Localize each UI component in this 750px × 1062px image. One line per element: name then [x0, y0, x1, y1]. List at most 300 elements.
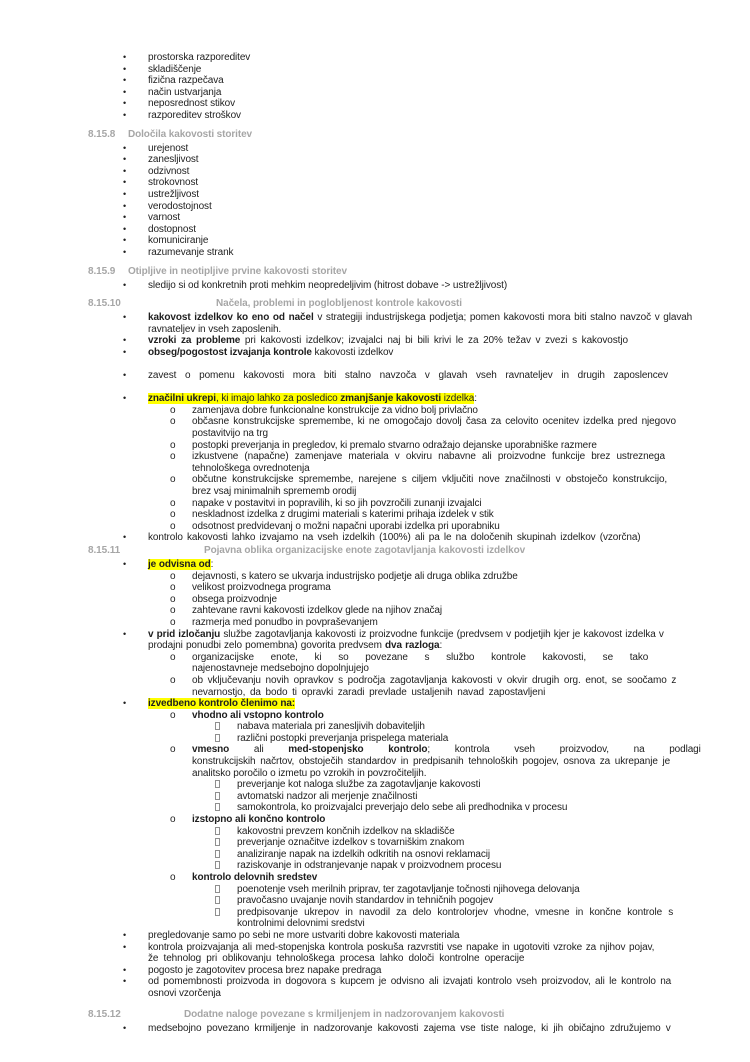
text-line — [148, 52, 750, 64]
list-item — [0, 98, 750, 110]
list-item-text — [192, 571, 750, 583]
list-item-text — [237, 721, 750, 733]
text-line — [148, 75, 750, 87]
list-item — [0, 942, 750, 965]
list-item — [0, 347, 750, 359]
list-item — [0, 166, 750, 178]
bullet-icon: • — [123, 976, 127, 987]
text-segment: : — [210, 558, 214, 570]
section-number: 8.15.9 — [88, 265, 116, 277]
bullet-icon: • — [123, 200, 127, 211]
text-segment: zamenjava dobre funkcionalne konstrukcije za vidno bolj privlačno — [192, 404, 478, 416]
blank-line — [0, 382, 750, 394]
bullet-icon: • — [123, 335, 127, 346]
text-line — [148, 224, 750, 236]
list-item-text — [148, 965, 750, 977]
list-item — [0, 814, 750, 826]
section-heading — [0, 298, 750, 310]
text-segment: kakovosti izdelkov — [311, 346, 394, 358]
text-segment: postopki preverjanja in pregledov, ki premalo stvarno odražajo dejanske uporabniške razmere — [192, 439, 597, 451]
text-segment: kontrolnimi delovnimi sredstvi — [237, 918, 365, 930]
bullet-icon: • — [123, 370, 127, 381]
text-line — [237, 918, 750, 930]
text-line — [192, 440, 750, 452]
list-item-text — [192, 814, 750, 826]
o-bullet-icon: o — [170, 439, 176, 451]
o-bullet-icon: o — [170, 497, 176, 509]
list-item — [0, 976, 750, 999]
text-line — [148, 393, 750, 405]
section-heading — [0, 545, 750, 557]
text-segment: ali — [229, 744, 289, 756]
list-item — [0, 405, 750, 417]
text-line — [192, 675, 750, 687]
text-line — [148, 201, 750, 213]
text-segment: komuniciranje — [148, 235, 209, 247]
bullet-icon: • — [123, 698, 127, 709]
list-item — [0, 154, 750, 166]
o-bullet-icon: o — [170, 605, 176, 617]
o-bullet-icon: o — [170, 744, 176, 756]
list-item — [0, 509, 750, 521]
list-item — [0, 393, 750, 405]
bullet-icon: • — [123, 346, 127, 357]
list-item-text — [148, 143, 750, 155]
list-item-text — [192, 405, 750, 417]
text-line — [148, 64, 750, 76]
text-line — [237, 907, 750, 919]
list-item — [0, 235, 750, 247]
list-item — [0, 189, 750, 201]
list-item — [0, 710, 750, 722]
list-item — [0, 312, 750, 335]
text-segment: napake v postavitvi in popravilih, ki so jih povzročili zunanji izvajalci — [192, 497, 482, 509]
section-number: 8.15.8 — [88, 128, 116, 140]
text-line — [148, 942, 750, 954]
text-segment: postavitvijo na trg — [192, 428, 268, 440]
section-number: 8.15.11 — [88, 544, 121, 556]
list-item — [0, 802, 750, 814]
text-segment: : — [474, 393, 477, 405]
text-segment: vmesno — [192, 744, 230, 756]
list-item — [0, 521, 750, 533]
text-line — [148, 212, 750, 224]
text-segment: vhodno ali vstopno kontrolo — [192, 709, 324, 721]
text-segment: prostorska razporeditev — [148, 52, 251, 63]
list-item-text — [192, 440, 750, 452]
text-segment: velikost proizvodnega programa — [192, 582, 331, 594]
text-line — [148, 312, 750, 324]
text-line — [148, 280, 750, 292]
text-line — [148, 143, 750, 155]
list-item-text — [237, 907, 750, 930]
section-title: Dodatne naloge povezane s krmiljenjem in nadzorovanjem kakovosti — [184, 1008, 505, 1020]
text-line — [192, 498, 750, 510]
text-line — [192, 663, 750, 675]
list-item-text — [237, 791, 750, 803]
text-segment: občasne konstrukcijske spremembe, ki ne omogočajo dovolj časa za celovito ocenitev izdelka pred njegovo — [192, 416, 676, 428]
bullet-icon: • — [123, 941, 127, 952]
bullet-icon: • — [123, 212, 127, 223]
section-title: Načela, problemi in poglobljenost kontrole kakovosti — [216, 298, 462, 310]
list-item — [0, 143, 750, 155]
list-item-text — [237, 779, 750, 791]
text-line — [148, 189, 750, 201]
list-item-text — [148, 280, 750, 292]
list-item-text — [148, 312, 750, 335]
text-segment: obsega proizvodnje — [192, 593, 277, 605]
bullet-icon: • — [123, 98, 127, 109]
text-line — [237, 791, 750, 803]
text-segment: kontrola proizvajanja ali med-stopenjska kontrola poskuša razvrstiti vse napake in ugotoviti vzroke za njihov pojav, — [148, 941, 655, 953]
text-segment: zanesljivost — [148, 154, 199, 166]
list-item — [0, 75, 750, 87]
text-segment: : — [439, 640, 443, 652]
section-heading — [0, 129, 750, 141]
list-item-text — [192, 509, 750, 521]
o-bullet-icon: o — [170, 474, 176, 486]
bullet-icon: • — [123, 154, 127, 165]
list-item — [0, 698, 750, 710]
list-item — [0, 675, 750, 698]
text-line — [192, 594, 750, 606]
text-line — [237, 895, 750, 907]
list-item — [0, 87, 750, 99]
list-item-text — [148, 976, 750, 999]
list-item-text — [237, 826, 750, 838]
bullet-icon: • — [123, 532, 127, 543]
text-segment: poenotenje vseh merilnih priprav, ter zagotavljanje točnosti njihovega delovanja — [237, 883, 580, 895]
list-item — [0, 930, 750, 942]
list-item-text — [148, 75, 750, 87]
text-segment: sledijo si od konkretnih proti mehkim neopredeljivim (hitrost dobave -> ustrežljivost) — [148, 279, 508, 291]
text-segment: nevarnostjo, da bodo ti opravki zaradi prevlade ustaljenih navad zapostavljeni — [192, 686, 546, 698]
text-line — [192, 605, 750, 617]
bullet-icon: • — [123, 188, 127, 199]
list-item — [0, 212, 750, 224]
list-item-text — [148, 110, 750, 122]
text-line — [148, 110, 750, 122]
text-segment: dostopnost — [148, 223, 196, 235]
text-line — [192, 687, 750, 699]
text-segment: pri kakovosti izdelkov; izvajalci naj bi bili krivi le za 20% težav v zvezi s kakovostjo — [240, 335, 628, 347]
text-segment: izstopno ali končno kontrolo — [192, 814, 326, 826]
list-item — [0, 498, 750, 510]
list-item — [0, 721, 750, 733]
list-item-text — [148, 347, 750, 359]
text-segment: različni postopki preverjanja prispelega materiala — [237, 732, 449, 744]
list-item-text — [192, 521, 750, 533]
list-item-text — [148, 98, 750, 110]
list-item-text — [192, 872, 750, 884]
list-item — [0, 884, 750, 896]
list-item — [0, 629, 750, 652]
text-segment: izdelka — [441, 393, 475, 405]
text-segment: zmanjšanje kakovosti — [340, 393, 442, 405]
text-line — [192, 416, 750, 428]
o-bullet-icon: o — [170, 570, 176, 582]
list-item — [0, 733, 750, 745]
text-line — [148, 698, 750, 710]
text-line — [237, 721, 750, 733]
text-line — [192, 428, 750, 440]
list-item-text — [192, 498, 750, 510]
text-line — [148, 98, 750, 110]
text-segment: razumevanje strank — [148, 246, 234, 258]
bullet-icon: • — [123, 558, 127, 569]
text-line — [237, 779, 750, 791]
list-item-text — [148, 52, 750, 64]
text-line — [192, 582, 750, 594]
text-line — [192, 756, 750, 768]
list-item — [0, 605, 750, 617]
bullet-icon: • — [123, 393, 127, 404]
bullet-icon: • — [123, 246, 127, 257]
list-item — [0, 594, 750, 606]
list-item-text — [148, 64, 750, 76]
text-segment: zahtevane ravni kakovosti izdelkov glede na njihov značaj — [192, 605, 443, 617]
list-item — [0, 1023, 750, 1035]
text-line — [192, 710, 750, 722]
list-item-text — [148, 559, 750, 571]
text-line — [148, 1023, 750, 1035]
list-item-text — [148, 393, 750, 405]
list-item-text — [148, 201, 750, 213]
list-item-text — [192, 451, 750, 474]
text-segment: kontrolo delovnih sredstev — [192, 872, 318, 883]
list-item-text — [237, 884, 750, 896]
list-item-text — [192, 582, 750, 594]
text-segment: preverjanje kot naloga službe za zagotavljanje kakovosti — [237, 779, 481, 791]
list-item — [0, 965, 750, 977]
list-item-text — [148, 177, 750, 189]
text-segment: preverjanje označitve izdelkov s tovarniškim znakom — [237, 837, 465, 849]
list-item — [0, 571, 750, 583]
list-item — [0, 582, 750, 594]
text-line — [192, 405, 750, 417]
list-item-text — [148, 166, 750, 178]
text-segment: raziskovanje in odstranjevanje napak v proizvodnem procesu — [237, 860, 502, 872]
bullet-icon: • — [123, 75, 127, 86]
text-segment: fizična razpečava — [148, 75, 224, 87]
text-segment: odzivnost — [148, 165, 190, 177]
list-item-text — [148, 1023, 750, 1035]
list-item — [0, 907, 750, 930]
bullet-icon: • — [123, 1022, 127, 1033]
text-segment: analitsko poročilo o izmetu po vzrokih in povzročiteljih. — [192, 767, 427, 779]
list-item — [0, 416, 750, 439]
list-item-text — [237, 837, 750, 849]
text-segment: kakovost izdelkov ko eno od načel — [148, 312, 314, 324]
text-line — [192, 509, 750, 521]
list-item-text — [148, 629, 750, 652]
bullet-icon: • — [123, 312, 127, 323]
text-segment: izvedbeno kontrolo členimo na: — [148, 698, 296, 710]
text-line — [148, 235, 750, 247]
text-line — [237, 826, 750, 838]
list-item — [0, 474, 750, 497]
list-item-text — [148, 335, 750, 347]
list-item-text — [148, 154, 750, 166]
list-item — [0, 280, 750, 292]
bullet-icon: • — [123, 628, 127, 639]
list-item — [0, 52, 750, 64]
list-item-text — [237, 895, 750, 907]
text-segment: izkustvene (napačne) zamenjave materiala v okviru nabavne ali proizvodne funkcije brez ustreznega — [192, 451, 665, 463]
list-item — [0, 895, 750, 907]
text-line — [237, 849, 750, 861]
bullet-icon: • — [123, 177, 127, 188]
list-item-text — [148, 247, 750, 259]
text-line — [148, 154, 750, 166]
text-line — [192, 814, 750, 826]
text-segment: ob vključevanju novih opravkov s področja zagotavljanja kakovosti v okvir drugih org. enot, se soočamo z — [192, 674, 677, 686]
text-line — [237, 860, 750, 872]
text-segment: kakovostni prevzem končnih izdelkov na skladišče — [237, 825, 455, 837]
box-bullet-icon — [215, 908, 220, 920]
text-segment: , ki imajo lahko za posledico — [215, 393, 341, 405]
list-item — [0, 744, 750, 779]
text-line — [192, 463, 750, 475]
list-item-text — [148, 698, 750, 710]
list-item-text — [237, 802, 750, 814]
text-segment: razporeditev stroškov — [148, 109, 241, 121]
text-segment: vzroki za probleme — [148, 335, 241, 347]
text-segment: že tehnolog pri oblikovanju tehnološkega procesa lahko določi kontrolne operacije — [148, 953, 525, 965]
bullet-icon: • — [123, 165, 127, 176]
o-bullet-icon: o — [170, 451, 176, 463]
text-segment: pravočasno uvajanje novih standardov in tehničnih pogojev — [237, 895, 494, 907]
text-line — [192, 768, 750, 780]
text-segment: pogosto je zagotovitev procesa brez napake predraga — [148, 964, 382, 976]
text-segment: način ustvarjanja — [148, 86, 222, 98]
text-segment: pregledovanje samo po sebi ne more ustvariti dobre kakovosti materiala — [148, 929, 460, 941]
text-line — [148, 559, 750, 571]
text-line — [237, 802, 750, 814]
list-item-text — [192, 617, 750, 629]
text-line — [192, 652, 750, 664]
section-title: Pojavna oblika organizacijske enote zagotavljanja kakovosti izdelkov — [204, 544, 526, 556]
text-line — [237, 733, 750, 745]
text-line — [148, 166, 750, 178]
list-item — [0, 370, 750, 382]
list-item-text — [192, 605, 750, 617]
section-number: 8.15.12 — [88, 1008, 121, 1020]
text-line — [192, 571, 750, 583]
bullet-icon: • — [123, 86, 127, 97]
o-bullet-icon: o — [170, 416, 176, 428]
text-segment: neposrednost stikov — [148, 98, 236, 110]
list-item — [0, 335, 750, 347]
o-bullet-icon: o — [170, 509, 176, 521]
list-item — [0, 872, 750, 884]
text-segment: obseg/pogostost izvajanja kontrole — [148, 346, 312, 358]
text-segment: dva razloga — [385, 640, 440, 652]
text-line — [148, 976, 750, 988]
list-item-text — [192, 710, 750, 722]
o-bullet-icon: o — [170, 616, 176, 628]
text-line — [148, 370, 750, 382]
text-segment: neskladnost izdelka z drugimi materiali s katerimi prihaja izdelek v stik — [192, 509, 494, 521]
section-title: Določila kakovosti storitev — [128, 128, 253, 140]
list-item-text — [148, 235, 750, 247]
o-bullet-icon: o — [170, 814, 176, 826]
text-segment: varnost — [148, 212, 181, 224]
text-line — [148, 629, 750, 641]
text-segment: kontrolo kakovosti lahko izvajamo na vseh izdelkih (100%) ali pa le na določenih skupinah izdelkov (vzorčna) — [148, 532, 641, 544]
text-segment: v strategiji industrijskega podjetja; pomen kakovosti mora biti stalno navzoč v glavah — [313, 312, 693, 324]
text-segment: razmerja med ponudbo in povpraševanjem — [192, 616, 378, 628]
text-segment: tehnološkega ovrednotenja — [192, 462, 310, 474]
text-line — [237, 837, 750, 849]
text-segment: odsotnost predvidevanj o možni napačni uporabi izdelka pri uporabniku — [192, 520, 500, 532]
list-item — [0, 451, 750, 474]
text-segment: verodostojnost — [148, 200, 212, 212]
bullet-icon: • — [123, 142, 127, 153]
text-line — [192, 872, 750, 884]
list-item — [0, 860, 750, 872]
list-item — [0, 110, 750, 122]
bullet-icon: • — [123, 109, 127, 120]
list-item — [0, 177, 750, 189]
list-item — [0, 652, 750, 675]
list-item — [0, 559, 750, 571]
list-item-text — [192, 652, 750, 675]
bullet-icon: • — [123, 52, 127, 62]
text-line — [148, 640, 750, 652]
text-line — [148, 335, 750, 347]
list-item — [0, 224, 750, 236]
text-segment: med-stopenjsko kontrolo — [288, 744, 428, 756]
list-item-text — [237, 860, 750, 872]
list-item — [0, 247, 750, 259]
list-item-text — [237, 849, 750, 861]
o-bullet-icon: o — [170, 709, 176, 721]
list-item-text — [148, 87, 750, 99]
text-segment: občutne konstrukcijske spremembe, narejene s ciljem vključiti nove značilnosti v obstoječo konstrukcijo, — [192, 474, 668, 486]
list-item-text — [148, 212, 750, 224]
list-item-text — [148, 942, 750, 965]
text-line — [148, 87, 750, 99]
text-segment: ravnateljev in vseh zaposlenih. — [148, 323, 282, 335]
o-bullet-icon: o — [170, 404, 176, 416]
bullet-icon: • — [123, 235, 127, 246]
text-segment: predpisovanje ukrepov in navodil za delo kontrolorjev vhodne, vmesne in končne kontrole s — [237, 906, 674, 918]
list-item — [0, 440, 750, 452]
text-segment: službe zagotavljanja kakovosti iz proizvodne funkcije (predvsem v podjetjih kjer je kakovost izdelka v — [220, 628, 664, 640]
list-item — [0, 64, 750, 76]
text-line — [148, 247, 750, 259]
bullet-icon: • — [123, 63, 127, 74]
section-title: Otipljive in neotipljive prvine kakovosti storitev — [128, 265, 347, 277]
text-segment: brez vsaj minimalnih sprememb orodij — [192, 486, 357, 497]
list-item-text — [148, 532, 750, 544]
list-item — [0, 201, 750, 213]
list-item — [0, 617, 750, 629]
list-item — [0, 849, 750, 861]
section-heading — [0, 266, 750, 278]
text-segment: prodajni ponudbi zelo pomembna) govorita predvsem — [148, 640, 386, 652]
bullet-icon: • — [123, 279, 127, 290]
list-item-text — [192, 594, 750, 606]
list-item-text — [148, 370, 750, 382]
o-bullet-icon: o — [170, 593, 176, 605]
bullet-icon: • — [123, 964, 127, 975]
list-item-text — [192, 675, 750, 698]
text-line — [192, 617, 750, 629]
text-segment: medsebojno povezano krmiljenje in nadzorovanje kakovosti zajema vse tiste naloge, ki jih običajno združujemo v — [148, 1022, 671, 1034]
list-item — [0, 837, 750, 849]
